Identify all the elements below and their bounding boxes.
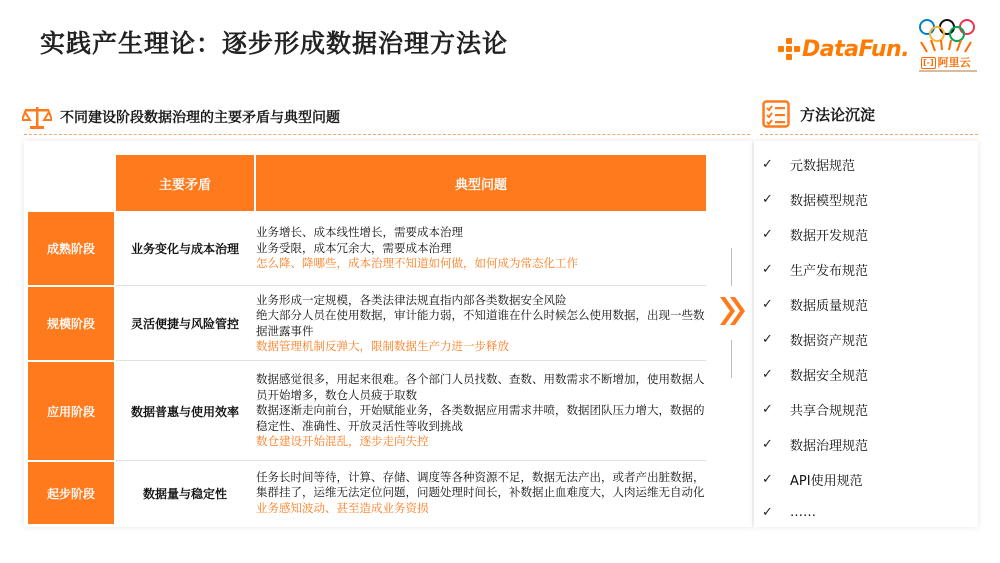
highlight-text: 数仓建设开始混乱，逐步走向失控 (256, 434, 429, 449)
table-row (24, 212, 752, 285)
right-divider (760, 134, 978, 135)
list-item: ✓ 数据安全规范 (762, 367, 869, 384)
list-item: ✓ …… (762, 505, 816, 520)
stage-label: 应用阶段 (28, 362, 114, 460)
check-icon: ✓ (762, 192, 773, 207)
datafun-mark-icon (778, 38, 800, 60)
check-icon: ✓ (762, 437, 773, 452)
scale-icon (22, 104, 52, 130)
list-item: ✓ 数据资产规范 (762, 332, 869, 349)
methodology-list (754, 141, 978, 527)
list-item: ✓ API使用规范 (762, 472, 863, 489)
problem-cell: 数据感觉很多，用起来很难。各个部门人员找数、查数、用数需求不断增加，使用数据人员开始增多，数仓人员疲于取数 数据逐渐走向前台，开始赋能业务，各类数据应用需求井喷，数据团队压力增大，数据的稳定性、准确性、开放灵活性等收到挑战 数仓建设开始混乱，逐步走向失控 (256, 372, 705, 449)
check-icon: ✓ (762, 227, 773, 242)
check-icon: ✓ (762, 297, 773, 312)
problem-cell: 任务长时间等待，计算、存储、调度等各种资源不足，数据无法产出，或者产出脏数据，集群挂了，运维无法定位问题，问题处理时间长，补数据止血难度大，人肉运维无自动化 业务感知波动、甚至造成业务资损 (256, 469, 705, 515)
connector-line-top (731, 248, 732, 286)
aliyun-wordmark: [-] 阿里云 (923, 56, 971, 69)
conflict-cell: 数据量与稳定性 (142, 486, 227, 501)
check-icon: ✓ (762, 472, 773, 487)
page-title: 实践产生理论：逐步形成数据治理方法论 (40, 29, 509, 58)
conflict-cell: 业务变化与成本治理 (130, 242, 239, 256)
datafun-wordmark: DataFun. (802, 36, 910, 62)
list-item: ✓ 数据模型规范 (762, 192, 869, 209)
connector-line-bottom (731, 340, 732, 378)
list-item: ✓ 共享合规规范 (762, 402, 869, 419)
check-icon: ✓ (762, 332, 773, 347)
right-section-header (762, 100, 875, 128)
header-problem: 典型问题 (256, 155, 706, 211)
list-item: ✓ 数据质量规范 (762, 297, 869, 314)
stage-label: 规模阶段 (28, 287, 114, 360)
highlight-text: 业务感知波动、甚至造成业务资损 (256, 500, 429, 515)
left-section-header (22, 104, 340, 130)
list-item: ✓ 数据开发规范 (762, 227, 869, 244)
table-row (24, 362, 752, 460)
aliyun-logo (905, 18, 985, 78)
problem-cell: 业务形成一定规模，各类法律法规直指内部各类数据安全风险 绝大部分人员在使用数据，审计能力弱，不知道谁在什么时候怎么使用数据，出现一些数据泄露事件 数据管理机制反弹大，限制数据生产力进一步释放 (256, 292, 705, 353)
datafun-logo (778, 34, 909, 64)
stage-table (24, 141, 752, 527)
problem-cell: 业务增长、成本线性增长，需要成本治理 业务受限，成本冗余大，需要成本治理 怎么降、降哪些，成本治理不知道如何做，如何成为常态化工作 (256, 212, 706, 285)
stage-label: 成熟阶段 (28, 212, 114, 285)
conflict-cell: 数据普惠与使用效率 (130, 404, 239, 419)
right-section-title: 方法论沉淀 (800, 105, 876, 124)
header-conflict: 主要矛盾 (116, 155, 254, 211)
table-row (24, 462, 752, 524)
double-chevron-right-icon (717, 295, 747, 327)
check-icon: ✓ (762, 505, 773, 520)
check-icon: ✓ (762, 262, 773, 277)
aliyun-subtext (919, 70, 977, 72)
highlight-text: 数据管理机制反弹大，限制数据生产力进一步释放 (256, 339, 509, 353)
conflict-cell: 灵活便捷与风险管控 (130, 317, 239, 331)
highlight-text: 怎么降、降哪些，成本治理不知道如何做，如何成为常态化工作 (256, 256, 578, 271)
list-item: ✓ 数据治理规范 (762, 437, 869, 454)
table-row (24, 287, 752, 360)
list-item: ✓ 生产发布规范 (762, 262, 869, 279)
list-icon (762, 100, 790, 128)
list-item: ✓ 元数据规范 (762, 157, 856, 174)
stage-label: 起步阶段 (28, 462, 114, 524)
check-icon: ✓ (762, 402, 773, 417)
left-section-title: 不同建设阶段数据治理的主要矛盾与典型问题 (60, 110, 340, 126)
check-icon: ✓ (762, 367, 773, 382)
check-icon: ✓ (762, 157, 773, 172)
left-divider (24, 134, 750, 135)
